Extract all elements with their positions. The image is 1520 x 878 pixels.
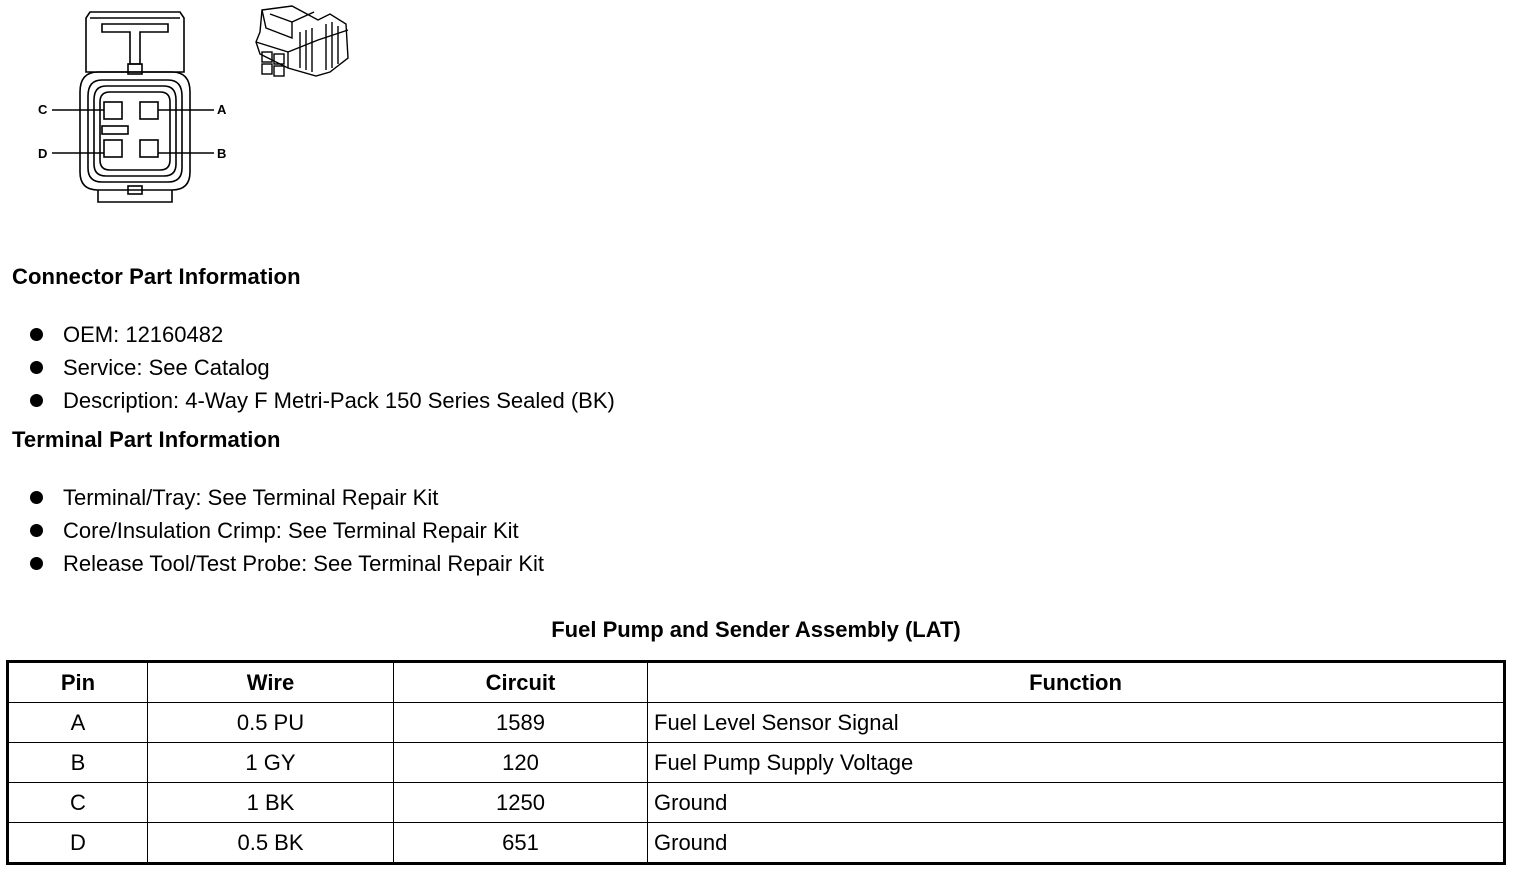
cell-function: Fuel Level Sensor Signal [648,703,1505,743]
connector-diagram [30,2,360,214]
list-item [28,547,544,580]
connector-part-info-list [28,318,615,417]
cell-wire: 0.5 PU [148,703,394,743]
list-item-text: Core/Insulation Crimp: See Terminal Repair Kit [63,517,519,543]
cell-circuit: 120 [394,743,648,783]
cell-pin: C [8,783,148,823]
connector-face-view [52,12,214,202]
terminal-part-info-list [28,481,544,580]
table-row [8,823,1505,864]
cell-function: Ground [648,783,1505,823]
connector-isometric-view [256,6,348,76]
cell-circuit: 1250 [394,783,648,823]
list-item [28,514,544,547]
list-item-text: OEM: 12160482 [63,321,224,347]
pin-label-a: A [217,102,227,117]
pin-label-c: C [38,102,48,117]
table-row [8,703,1505,743]
cell-function: Fuel Pump Supply Voltage [648,743,1505,783]
column-header-circuit: Circuit [394,662,648,703]
cell-circuit: 1589 [394,703,648,743]
column-header-pin: Pin [8,662,148,703]
cell-wire: 0.5 BK [148,823,394,864]
table-row [8,783,1505,823]
list-item-text: Release Tool/Test Probe: See Terminal Repair Kit [63,550,544,576]
pin-label-b: B [217,146,227,161]
list-item [28,481,544,514]
list-item-text: Service: See Catalog [63,354,270,380]
pin-label-d: D [38,146,48,161]
pin-table-title: Fuel Pump and Sender Assembly (LAT) [551,617,961,642]
column-header-wire: Wire [148,662,394,703]
bullet-icon [30,524,43,537]
bullet-icon [30,557,43,570]
column-header-function: Function [648,662,1505,703]
cell-wire: 1 BK [148,783,394,823]
cell-wire: 1 GY [148,743,394,783]
cell-function: Ground [648,823,1505,864]
bullet-icon [30,361,43,374]
cell-pin: B [8,743,148,783]
list-item-text: Terminal/Tray: See Terminal Repair Kit [63,484,439,510]
bullet-icon [30,491,43,504]
cell-pin: D [8,823,148,864]
table-row [8,743,1505,783]
list-item-text: Description: 4-Way F Metri-Pack 150 Series Sealed (BK) [63,387,615,413]
bullet-icon [30,328,43,341]
bullet-icon [30,394,43,407]
list-item [28,351,615,384]
cell-circuit: 651 [394,823,648,864]
list-item [28,384,615,417]
table-header-row [8,662,1505,703]
pin-table [6,660,1506,865]
cell-pin: A [8,703,148,743]
list-item [28,318,615,351]
connector-part-info-heading: Connector Part Information [12,264,301,289]
terminal-part-info-heading: Terminal Part Information [12,427,281,452]
